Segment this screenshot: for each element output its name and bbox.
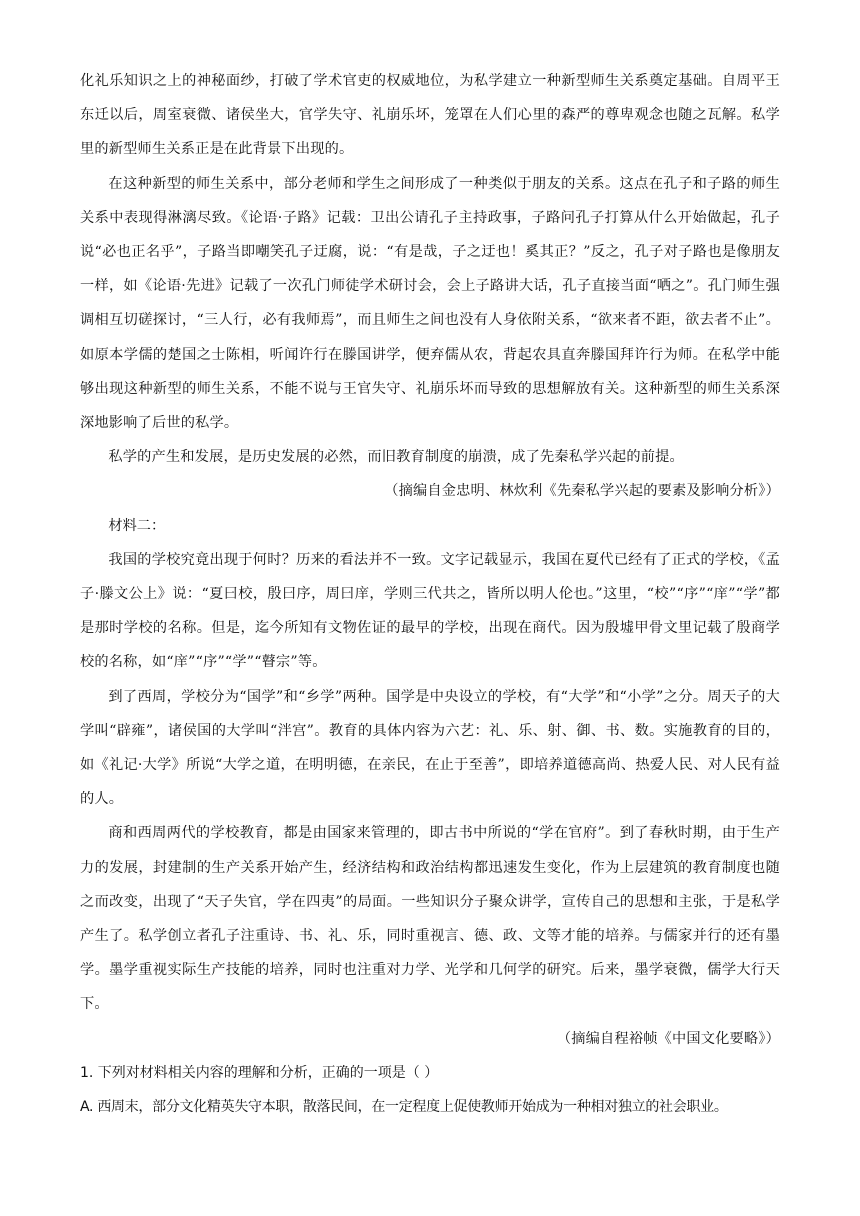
question-1-option-a[interactable]: A. 西周末，部分文化精英失守本职，散落民间，在一定程度上促使教师开始成为一种相对独立的社会职业。 [80, 1099, 728, 1116]
passage-paragraph-5: 到了西周，学校分为“国学”和“乡学”两种。国学是中央设立的学校，有“大学”和“小学”之分。周天子的大学叫“辟雍”，诸侯国的大学叫“泮宫”。教育的具体内容为六艺：礼、乐、射、御、书、数。实施教育的目的，如《礼记·大学》所说“大学之道，在明明德，在亲民，在止于至善”，即培养道德高尚、热爱人民、对人民有益的人。 [80, 688, 780, 808]
question-1-stem: 1. 下列对材料相关内容的理解和分析，正确的一项是（ ） [80, 1064, 439, 1081]
reading-passage [80, 64, 780, 1124]
passage-paragraph-3: 私学的产生和发展，是历史发展的必然，而旧教育制度的崩溃，成了先秦私学兴起的前提。 [108, 449, 684, 466]
material2-label: 材料二： [108, 517, 166, 534]
passage-paragraph-2: 在这种新型的师生关系中，部分老师和学生之间形成了一种类似于朋友的关系。这点在孔子和子路的师生关系中表现得淋漓尽致。《论语·子路》记载：卫出公请孔子主持政事，子路问孔子打算从什么开始做起，孔子说“必也正名乎”，子路当即嘲笑孔子迂腐，说：“有是哉，子之迂也！奚其正？”反之，孔子对子路也是像朋友一样，如《论语·先进》记载了一次孔门师徒学术研讨会，会上子路讲大话，孔子直接当面“哂之”。孔门师生强调相互切磋探讨，“三人行，必有我师焉”，而且师生之间也没有人身依附关系，“欲来者不距，欲去者不止”。如原本学儒的楚国之士陈相，听闻许行在滕国讲学，便弃儒从农，背起农具直奔滕国拜许行为师。在私学中能够出现这种新型的师生关系，不能不说与王官失守、礼崩乐坏而导致的思想解放有关。这种新型的师生关系深深地影响了后世的私学。 [80, 175, 780, 432]
passage-paragraph-1: 化礼乐知识之上的神秘面纱，打破了学术官吏的权威地位，为私学建立一种新型师生关系奠定基础。自周平王东迁以后，周室衰微、诸侯坐大，官学失守、礼崩乐坏，笼罩在人们心里的森严的尊卑观念也随之瓦解。私学里的新型师生关系正是在此背景下出现的。 [80, 73, 780, 158]
passage-paragraph-4: 我国的学校究竟出现于何时？历来的看法并不一致。文字记载显示，我国在夏代已经有了正式的学校，《孟子·滕文公上》说：“夏曰校，殷曰序，周曰庠，学则三代共之，皆所以明人伦也。”这里，“校”“序”“庠”“学”都是那时学校的名称。但是，迄今所知有文物佐证的最早的学校，出现在商代。因为殷墟甲骨文里记载了殷商学校的名称，如“庠”“序”“学”“瞽宗”等。 [80, 551, 780, 671]
passage-paragraph-6: 商和西周两代的学校教育，都是由国家来管理的，即古书中所说的“学在官府”。到了春秋时期，由于生产力的发展，封建制的生产关系开始产生，经济结构和政治结构都迅速发生变化，作为上层建筑的教育制度也随之而改变，出现了“天子失官，学在四夷”的局面。一些知识分子聚众讲学，宣传自己的思想和主张，于是私学产生了。私学创立者孔子注重诗、书、礼、乐，同时重视言、德、政、文等才能的培养。与儒家并行的还有墨学。墨学重视实际生产技能的培养，同时也注重对力学、光学和几何学的研究。后来，墨学衰微，儒学大行天下。 [80, 825, 780, 1013]
material2-source: （摘编自程裕帧《中国文化要略》） [556, 1030, 780, 1047]
material1-source: （摘编自金忠明、林炊利《先秦私学兴起的要素及影响分析》） [384, 483, 780, 500]
